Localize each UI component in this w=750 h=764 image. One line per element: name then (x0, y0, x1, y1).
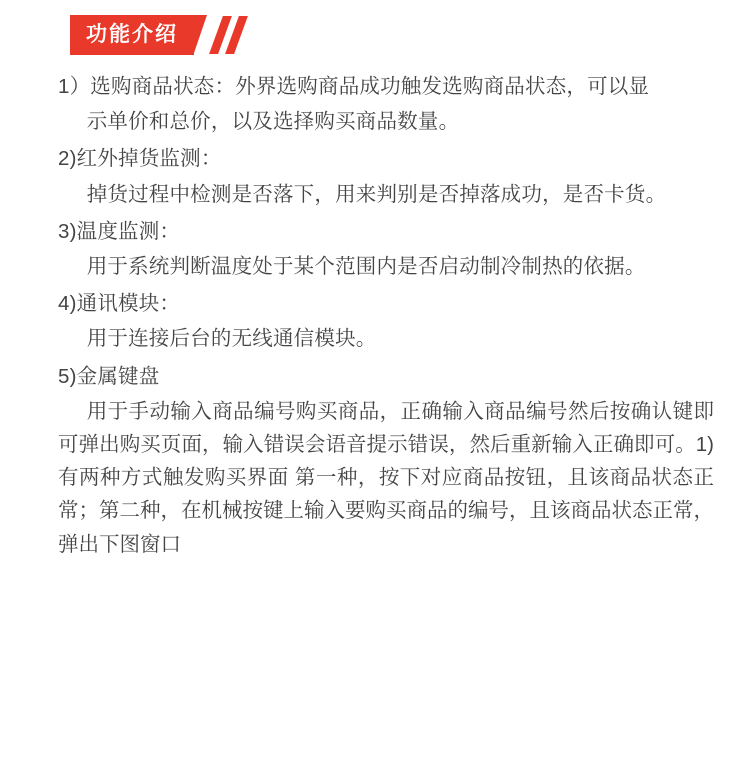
feature-4-line-2: 用于连接后台的无线通信模块。 (86, 327, 377, 351)
list-item (58, 215, 714, 283)
decorative-slashes (216, 16, 248, 54)
section-title-badge (70, 15, 194, 55)
list-item (58, 360, 714, 561)
feature-4-line-1: 4)通讯模块： (58, 292, 181, 316)
section-title-text: 功能介绍 (86, 23, 178, 46)
feature-5-body: 用于手动输入商品编号购买商品，正确输入商品编号然后按确认键即可弹出购买页面，输入错误会语音提示错误，然后重新输入正确即可。1) 有两种方式触发购买界面 第一种，按下对应商品按钮，且该商品状态正常；第二种，在机械按键上输入要购买商品的编号，且该商品状态正常，弹出下图窗口 (58, 399, 714, 556)
feature-1-line-1: 1）选购商品状态：外界选购商品成功触发选购商品状态，可以显 (58, 75, 650, 98)
feature-5-line-1: 5)金属键盘 (58, 364, 160, 388)
feature-1-line-2: 示单价和总价，以及选择购买商品数量。 (86, 110, 460, 134)
feature-2-line-1: 2)红外掉货监测： (58, 147, 222, 171)
document-page (0, 14, 750, 764)
section-header (70, 14, 750, 56)
feature-list (58, 70, 714, 561)
list-item (58, 70, 714, 138)
feature-3-line-1: 3)温度监测： (58, 219, 181, 243)
badge-notch-shape (194, 15, 207, 53)
list-item (58, 142, 714, 210)
feature-3-line-2: 用于系统判断温度处于某个范围内是否启动制冷制热的依据。 (86, 255, 646, 279)
list-item (58, 287, 714, 355)
feature-2-line-2: 掉货过程中检测是否落下，用来判别是否掉落成功，是否卡货。 (86, 182, 667, 206)
